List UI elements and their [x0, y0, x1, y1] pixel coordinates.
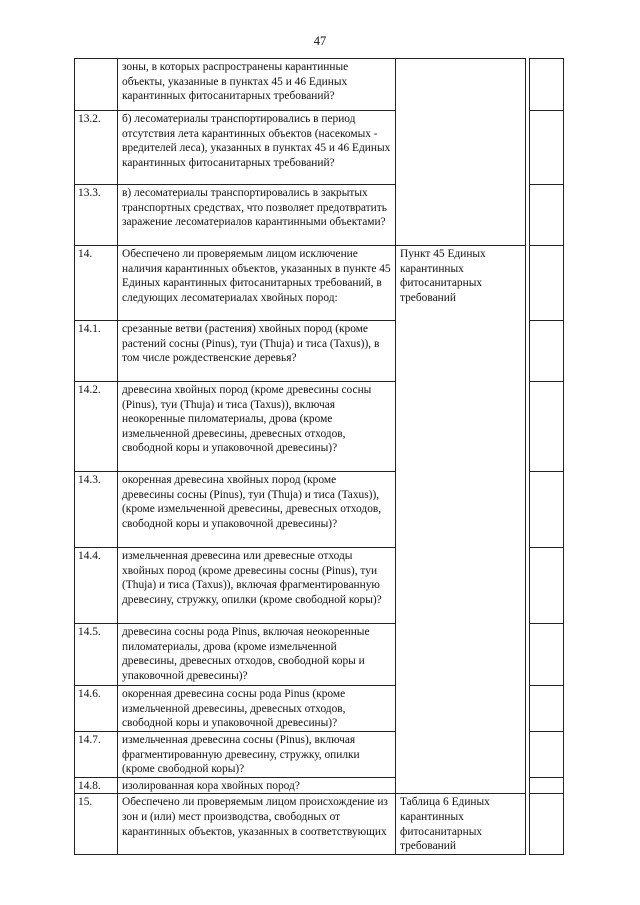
question-text: окоренная древесина хвойных пород (кроме древесины сосны (Pinus), туи (Thuja) и тиса (Taxus)), (кроме измельченной древесины, древесных отходов, свободной коры и упаковочной древесины)? — [118, 472, 396, 548]
item-number: 14.4. — [75, 548, 118, 624]
page-number: 47 — [313, 34, 327, 48]
checklist-table — [74, 58, 564, 855]
question-text: древесина сосны рода Pinus, включая неокоренные пиломатериалы, дрова (кроме измельченной древесины, древесных отходов, свободной коры и упаковочной древесины)? — [118, 624, 396, 686]
item-number: 14.2. — [75, 382, 118, 472]
reference-cell: Пункт 45 Единых карантинных фитосанитарных требований — [396, 246, 526, 794]
item-number: 15. — [75, 794, 118, 854]
answer-cell — [530, 59, 564, 111]
item-number: 14.5. — [75, 624, 118, 686]
table-row — [75, 246, 564, 321]
question-text: Обеспечено ли проверяемым лицом происхождение из зон и (или) мест производства, свободных от карантинных объектов, указанных в соответствующих — [118, 794, 396, 854]
answer-cell — [530, 472, 564, 548]
answer-cell — [530, 382, 564, 472]
question-text: Обеспечено ли проверяемым лицом исключение наличия карантинных объектов, указанных в пункте 45 Единых карантинных фитосанитарных требований, в следующих лесоматериалах хвойных пород: — [118, 246, 396, 321]
reference-cell — [396, 59, 526, 246]
item-number: 14. — [75, 246, 118, 321]
question-text: б) лесоматериалы транспортировались в период отсутствия лета карантинных объектов (насекомых - вредителей леса), указанных в пунктах 45 и 46 Единых карантинных фитосанитарных требований? — [118, 111, 396, 185]
answer-cell — [530, 185, 564, 246]
answer-cell — [530, 246, 564, 321]
answer-cell — [530, 624, 564, 686]
question-text: окоренная древесина сосны рода Pinus (кроме измельченной древесины, древесных отходов, свободной коры и упаковочной древесины)? — [118, 686, 396, 732]
answer-cell — [530, 686, 564, 732]
question-text: срезанные ветви (растения) хвойных пород (кроме растений сосны (Pinus), туи (Thuja) и тиса (Taxus)), в том числе рождественские деревья? — [118, 321, 396, 382]
answer-cell — [530, 794, 564, 854]
item-number: 14.8. — [75, 777, 118, 794]
answer-cell — [530, 548, 564, 624]
question-text: изолированная кора хвойных пород? — [118, 777, 396, 794]
answer-cell — [530, 111, 564, 185]
answer-cell — [530, 732, 564, 778]
item-number — [75, 59, 118, 111]
item-number: 13.2. — [75, 111, 118, 185]
answer-cell — [530, 777, 564, 794]
item-number: 13.3. — [75, 185, 118, 246]
item-number: 14.6. — [75, 686, 118, 732]
question-text: измельченная древесина или древесные отходы хвойных пород (кроме древесины сосны (Pinus), туи (Thuja) и тиса (Taxus)), включая фрагментированную древесину, стружку, опилки (кроме свободной коры)? — [118, 548, 396, 624]
item-number: 14.1. — [75, 321, 118, 382]
answer-cell — [530, 321, 564, 382]
item-number: 14.7. — [75, 732, 118, 778]
reference-cell: Таблица 6 Единых карантинных фитосанитарных требований — [396, 794, 526, 854]
question-text: измельченная древесина сосны (Pinus), включая фрагментированную древесину, стружку, опилки (кроме свободной коры)? — [118, 732, 396, 778]
question-text: зоны, в которых распространены карантинные объекты, указанные в пунктах 45 и 46 Единых карантинных фитосанитарных требований? — [118, 59, 396, 111]
table-row — [75, 794, 564, 854]
question-text: в) лесоматериалы транспортировались в закрытых транспортных средствах, что позволяет предотвратить заражение лесоматериалов карантинными объектами? — [118, 185, 396, 246]
item-number: 14.3. — [75, 472, 118, 548]
question-text: древесина хвойных пород (кроме древесины сосны (Pinus), туи (Thuja) и тиса (Taxus)), включая неокоренные пиломатериалы, дрова (кроме измельченной древесины, древесных отходов, свободной коры и упаковочной древесины)? — [118, 382, 396, 472]
table-row — [75, 59, 564, 111]
